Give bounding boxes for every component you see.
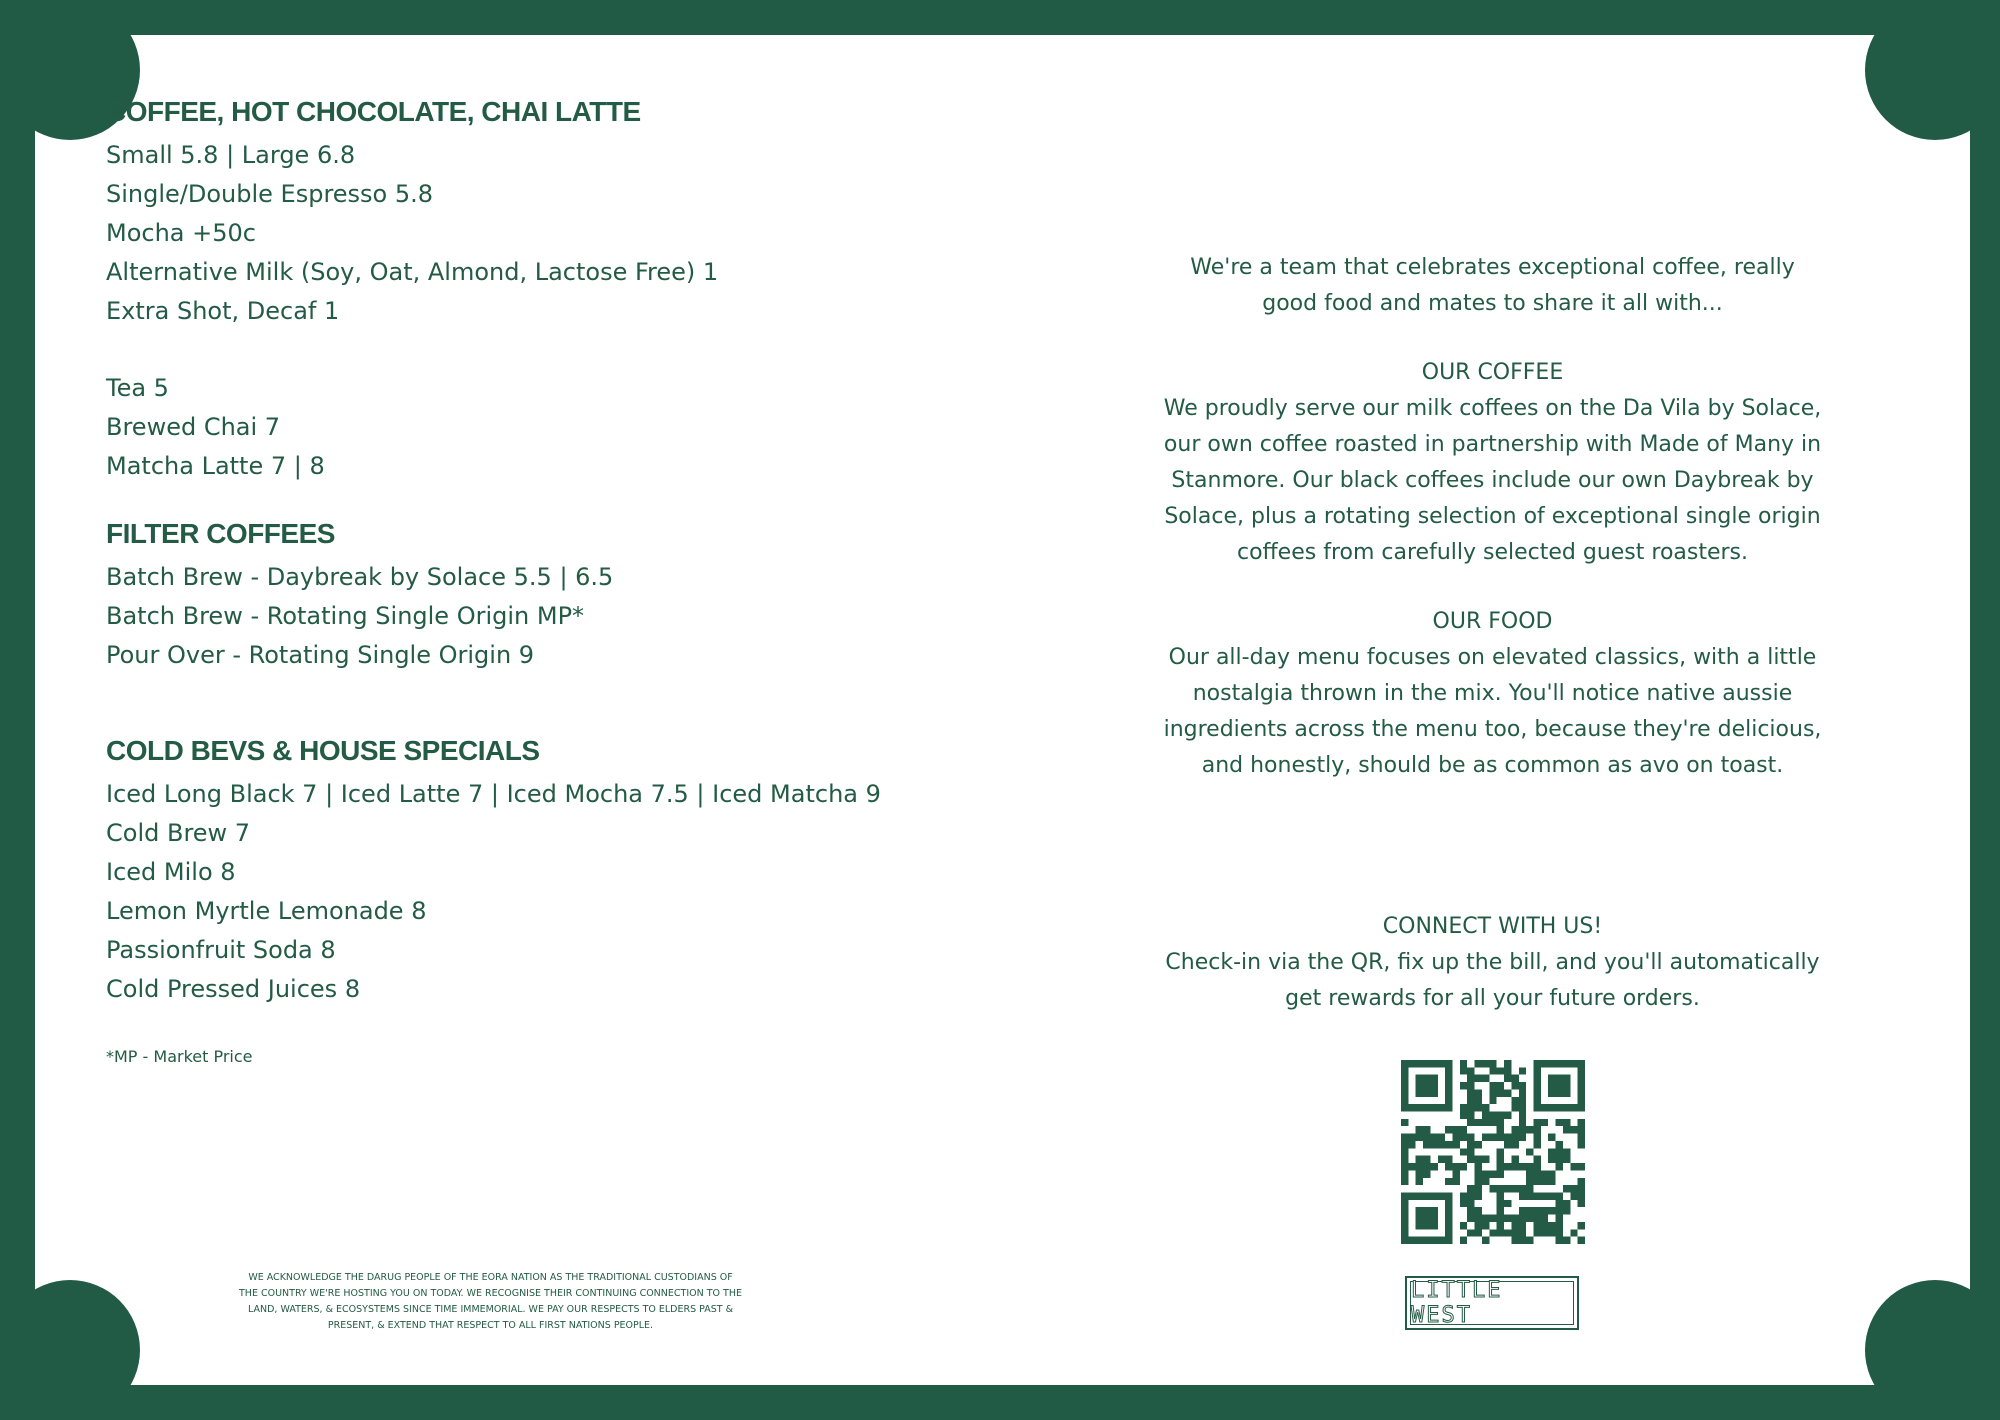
menu-item: Pour Over - Rotating Single Origin 9 xyxy=(106,641,535,669)
menu-item: Brewed Chai 7 xyxy=(106,413,281,441)
filter-coffees-heading: FILTER COFFEES xyxy=(106,518,335,549)
qr-code-icon[interactable] xyxy=(1401,1060,1585,1244)
our-coffee-heading: OUR COFFEE xyxy=(1421,360,1564,385)
menu-item: Batch Brew - Daybreak by Solace 5.5 | 6.5 xyxy=(106,563,614,591)
menu-item: Batch Brew - Rotating Single Origin MP* xyxy=(106,602,585,630)
menu-item: Tea 5 xyxy=(106,374,169,402)
connect-heading: CONNECT WITH US! xyxy=(1382,914,1603,939)
menu-item: Cold Pressed Juices 8 xyxy=(106,975,361,1003)
menu-item: Lemon Myrtle Lemonade 8 xyxy=(106,897,427,925)
connect-body: Check-in via the QR, fix up the bill, and you'll automatically get rewards for all your future orders. xyxy=(1165,950,1820,1011)
cold-bevs-heading: COLD BEVS & HOUSE SPECIALS xyxy=(106,735,540,766)
coffee-heading: COFFEE, HOT CHOCOLATE, CHAI LATTE xyxy=(106,96,641,127)
menu-item: Extra Shot, Decaf 1 xyxy=(106,297,340,325)
acknowledgement-of-country: WE ACKNOWLEDGE THE DARUG PEOPLE OF THE EORA NATION AS THE TRADITIONAL CUSTODIANS OF THE COUNTRY WE'RE HOSTING YOU ON TODAY. WE RECOGNISE THEIR CONTINUING CONNECTION TO THE LAND, WATERS, & ECOSYSTEMS SINCE TIME IMMEMORIAL. WE PAY OUR RESPECTS TO ELDERS PAST & PRESENT, & EXTEND THAT RESPECT TO ALL FIRST NATIONS PEOPLE. xyxy=(239,1272,742,1331)
corner-notch xyxy=(1865,0,2000,140)
our-food-heading: OUR FOOD xyxy=(1432,609,1553,634)
corner-notch xyxy=(1865,1280,2000,1420)
intro-text: We're a team that celebrates exceptional coffee, really good food and mates to share it all with... xyxy=(1190,255,1795,316)
menu-item: Small 5.8 | Large 6.8 xyxy=(106,141,356,169)
market-price-footnote: *MP - Market Price xyxy=(106,1047,253,1066)
menu-item: Iced Long Black 7 | Iced Latte 7 | Iced Mocha 7.5 | Iced Matcha 9 xyxy=(106,780,881,808)
menu-item: Mocha +50c xyxy=(106,219,256,247)
little-west-logo xyxy=(1405,1276,1579,1330)
menu-item: Cold Brew 7 xyxy=(106,819,251,847)
menu-item: Single/Double Espresso 5.8 xyxy=(106,180,434,208)
menu-item: Alternative Milk (Soy, Oat, Almond, Lactose Free) 1 xyxy=(106,258,719,286)
menu-item: Iced Milo 8 xyxy=(106,858,236,886)
our-coffee-body: We proudly serve our milk coffees on the Da Vila by Solace, our own coffee roasted in partnership with Made of Many in Stanmore. Our black coffees include our own Daybreak by Solace, plus a rotating selection of exceptional single origin coffees from carefully selected guest roasters. xyxy=(1163,396,1822,565)
menu-item: Passionfruit Soda 8 xyxy=(106,936,336,964)
menu-item: Matcha Latte 7 | 8 xyxy=(106,452,325,480)
about-section xyxy=(1160,250,1825,1017)
our-food-body: Our all-day menu focuses on elevated classics, with a little nostalgia thrown in the mix. You'll notice native aussie ingredients across the menu too, because they're delicious, and honestly, should be as common as avo on toast. xyxy=(1163,645,1822,778)
drinks-menu xyxy=(106,94,1006,1067)
corner-notch xyxy=(0,1280,140,1420)
logo-wordmark: LITTLE WEST xyxy=(1410,1281,1574,1325)
